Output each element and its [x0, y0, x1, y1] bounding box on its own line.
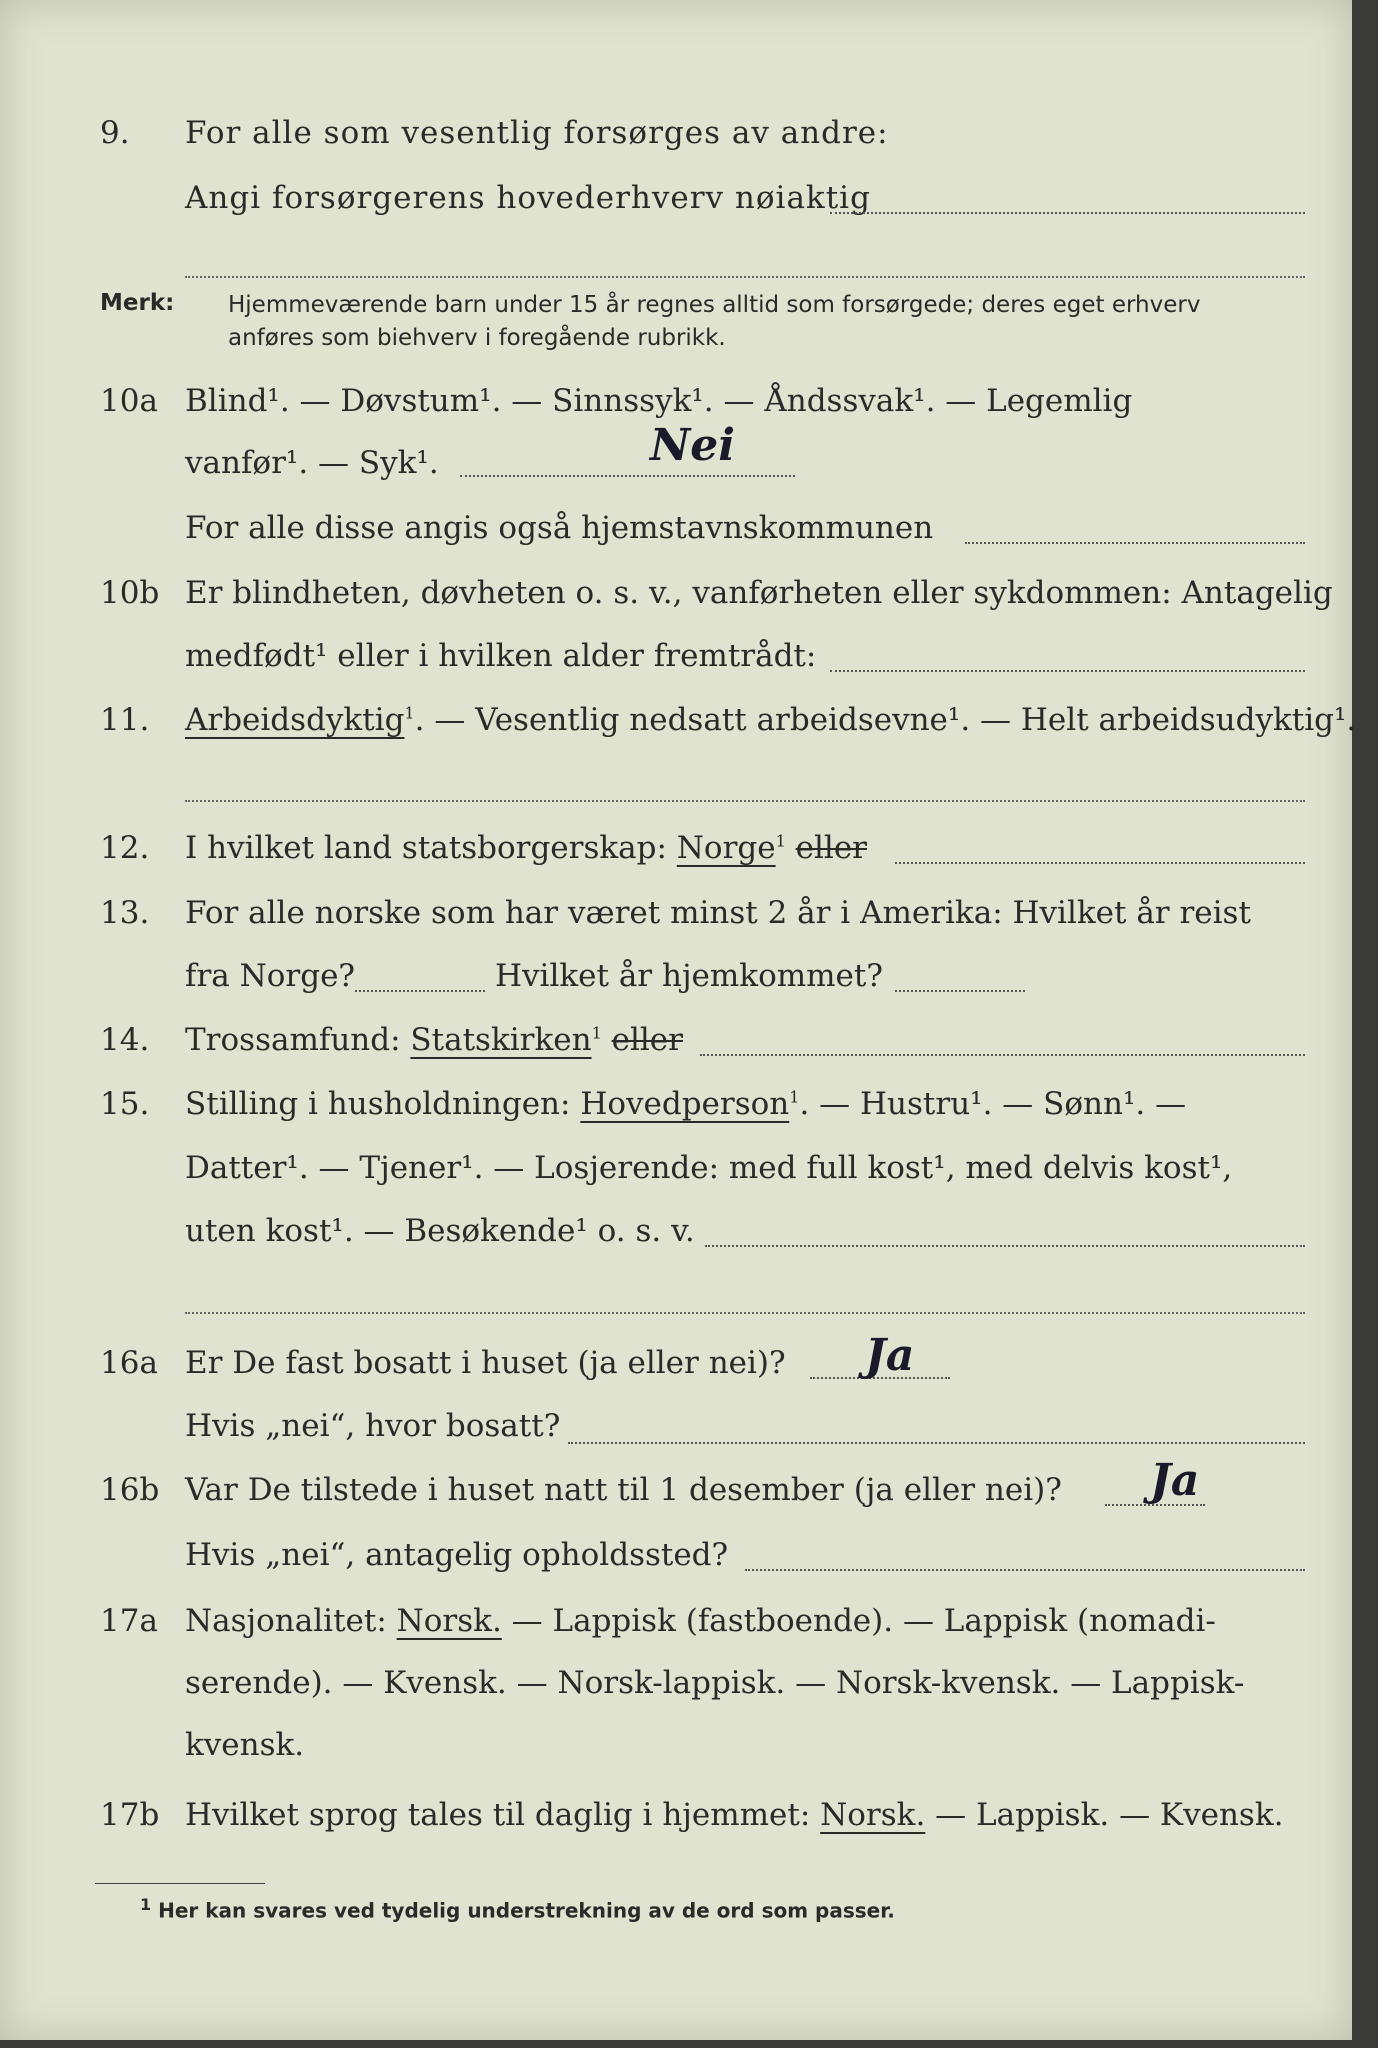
q14-struck: eller	[611, 1022, 683, 1058]
q15-answer-line-2	[185, 1312, 1305, 1314]
q16b-number: 16b	[100, 1472, 160, 1508]
merk-label: Merk:	[100, 290, 175, 316]
q17a-rest: — Lappisk (fastboende). — Lappisk (nomadi-	[501, 1603, 1216, 1639]
q11-rest: . — Vesentlig nedsatt arbeidsevne¹. — Helt arbeidsudyktig¹.	[414, 702, 1357, 738]
q17a-line2: serende). — Kvensk. — Norsk-lappisk. — Norsk-kvensk. — Lappisk-	[185, 1665, 1245, 1701]
q16b-line2-answer	[745, 1569, 1305, 1571]
footnote	[140, 1895, 895, 1923]
q10b-line1: Er blindheten, døvheten o. s. v., vanførheten eller sykdommen: Antagelig	[185, 575, 1333, 611]
q15-footnote: 1	[789, 1087, 800, 1107]
footnote-rule	[95, 1883, 265, 1884]
q12-number: 12.	[100, 830, 150, 866]
q17b-underlined-option: Norsk.	[820, 1797, 926, 1833]
q9-line2: Angi forsørgerens hovederhverv nøiaktig	[185, 180, 871, 216]
q13-answer-line-2	[895, 990, 1025, 992]
q16a-line1: Er De fast bosatt i huset (ja eller nei)?	[185, 1345, 786, 1381]
q10b-line2: medfødt¹ eller i hvilken alder fremtrådt:	[185, 638, 817, 674]
q10a-line3: For alle disse angis også hjemstavnskommunen	[185, 510, 934, 546]
q10a-line2: vanfør¹. — Syk¹.	[185, 445, 439, 481]
q16a-handwritten-answer: Ja	[865, 1330, 915, 1381]
q10a-handwritten-answer: Nei	[650, 420, 735, 471]
q17b-rest: — Lappisk. — Kvensk.	[925, 1797, 1284, 1833]
q16b-handwritten-answer: Ja	[1150, 1455, 1200, 1506]
q14-footnote: 1	[591, 1023, 602, 1043]
q15-number: 15.	[100, 1086, 150, 1122]
q12-struck: eller	[795, 830, 867, 866]
q13-number: 13.	[100, 895, 150, 931]
q13-answer-line-1	[355, 990, 485, 992]
q11-number: 11.	[100, 702, 150, 738]
q17a-underlined-option: Norsk.	[396, 1603, 502, 1639]
q15-line3: uten kost¹. — Besøkende¹ o. s. v.	[185, 1213, 695, 1249]
q10a-answer-line	[460, 475, 795, 477]
q15-line2: Datter¹. — Tjener¹. — Losjerende: med full kost¹, med delvis kost¹,	[185, 1150, 1233, 1186]
q14-underlined-option: Statskirken	[410, 1022, 592, 1058]
q10b-number: 10b	[100, 575, 160, 611]
q17b-text: Hvilket sprog tales til daglig i hjemmet:	[185, 1797, 821, 1833]
q10a-number: 10a	[100, 383, 158, 419]
merk-line1: Hjemmeværende barn under 15 år regnes alltid som forsørgede; deres eget erhverv	[228, 292, 1201, 318]
q9-number: 9.	[100, 115, 130, 151]
q16a-number: 16a	[100, 1345, 158, 1381]
q12-underlined-option: Norge	[676, 830, 776, 866]
q14-text: Trossamfund:	[185, 1022, 411, 1058]
q16a-line2-answer	[568, 1442, 1305, 1444]
q12-footnote: 1	[775, 831, 786, 851]
q9-line1: For alle som vesentlig forsørges av andre:	[185, 115, 889, 151]
q15-text: Stilling i husholdningen:	[185, 1086, 581, 1122]
q13-line1: For alle norske som har været minst 2 år i Amerika: Hvilket år reist	[185, 895, 1251, 931]
q16a-line2: Hvis „nei“, hvor bosatt?	[185, 1408, 561, 1444]
q10a-line3-answer	[965, 542, 1305, 544]
q10a-line1: Blind¹. — Døvstum¹. — Sinnssyk¹. — Åndssvak¹. — Legemlig	[185, 383, 1133, 419]
q11-underlined-option: Arbeidsdyktig	[185, 702, 405, 738]
q15-answer-line	[705, 1245, 1305, 1247]
q12-answer-line	[895, 862, 1305, 864]
q16b-line1: Var De tilstede i huset natt til 1 desember (ja eller nei)?	[185, 1472, 1062, 1508]
q14-number: 14.	[100, 1022, 150, 1058]
q10b-answer-line	[830, 670, 1305, 672]
q16b-line2: Hvis „nei“, antagelig opholdssted?	[185, 1537, 729, 1573]
separator-line	[185, 276, 1305, 278]
footnote-text: Her kan svares ved tydelig understrekning av de ord som passer.	[158, 1898, 895, 1923]
q17a-line3: kvensk.	[185, 1727, 305, 1763]
q14-answer-line	[700, 1054, 1305, 1056]
q11-footnote: 1	[404, 703, 415, 723]
q11-answer-line	[185, 800, 1305, 802]
q13-part2: Hvilket år hjemkommet?	[495, 958, 883, 994]
q17b-number: 17b	[100, 1797, 160, 1833]
q13-part1: fra Norge?	[185, 958, 356, 994]
q12-text: I hvilket land statsborgerskap:	[185, 830, 677, 866]
q15-rest1: . — Hustru¹. — Sønn¹. —	[799, 1086, 1187, 1122]
q9-answer-line	[830, 212, 1305, 214]
q15-underlined-option: Hovedperson	[580, 1086, 790, 1122]
q17a-number: 17a	[100, 1603, 158, 1639]
footnote-marker: 1	[140, 1895, 152, 1914]
merk-line2: anføres som biehverv i foregående rubrikk.	[228, 325, 726, 351]
q17a-text: Nasjonalitet:	[185, 1603, 397, 1639]
